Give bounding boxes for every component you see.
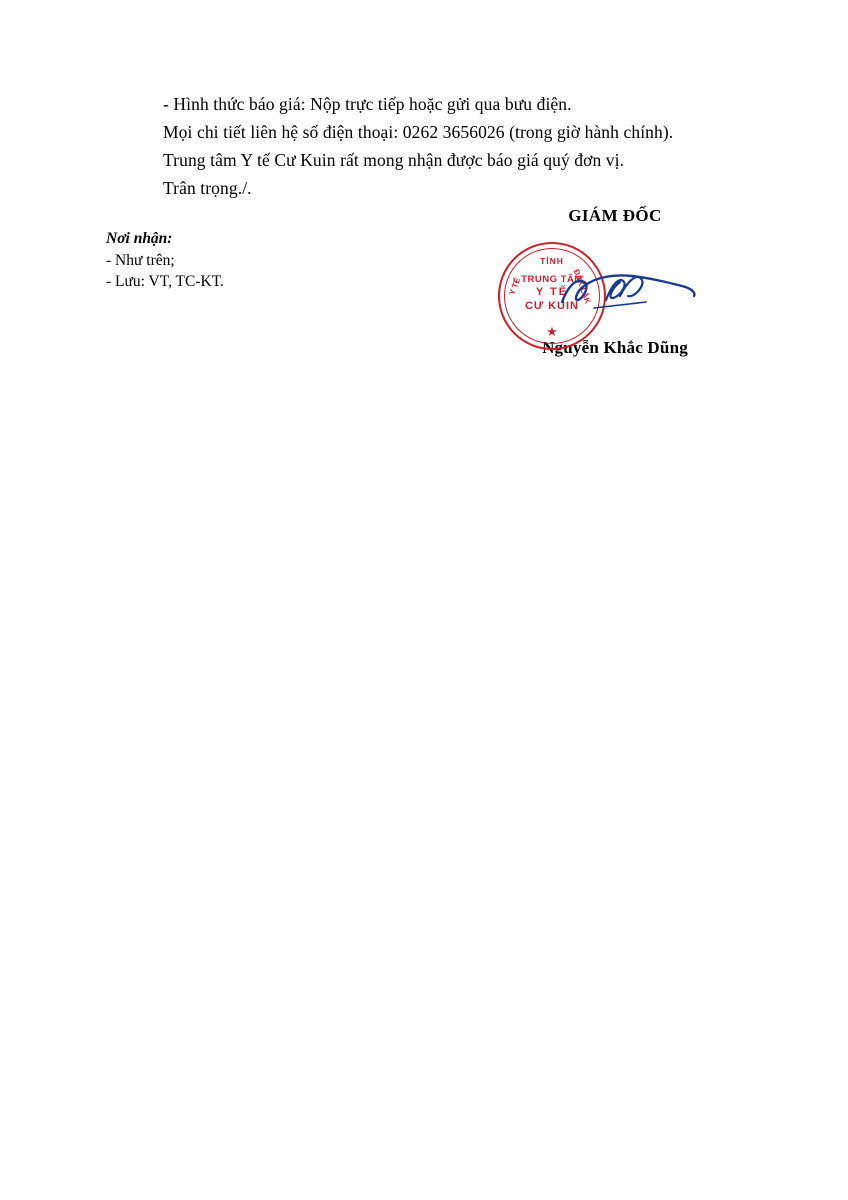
- body-line: - Hình thức báo giá: Nộp trực tiếp hoặc gửi qua bưu điện.: [163, 94, 572, 114]
- signature-title: GIÁM ĐỐC: [568, 206, 662, 225]
- body-line: Trung tâm Y tế Cư Kuin rất mong nhận được báo giá quý đơn vị.: [163, 150, 625, 170]
- list-item: - Lưu: VT, TC-KT.: [106, 273, 224, 290]
- handwritten-signature-icon: [554, 256, 704, 326]
- body-line: Trân trọng./.: [163, 178, 252, 198]
- signature-block: [470, 206, 760, 358]
- stamp-line-2: Y TẾ: [535, 286, 569, 298]
- stamp-line-1: TRUNG TÂM: [521, 274, 583, 285]
- stamp-and-signature-area: [470, 226, 760, 339]
- body-text: [163, 90, 763, 202]
- signer-name: Nguyễn Khắc Dũng: [542, 338, 688, 357]
- body-line: Mọi chi tiết liên hệ số điện thoại: 0262 3656026 (trong giờ hành chính).: [163, 122, 674, 142]
- stamp-left-text: Y TẾ: [507, 276, 523, 297]
- stamp-star-icon: ★: [546, 324, 558, 339]
- stamp-line-3: CƯ KUIN: [524, 300, 579, 312]
- stamp-right-text: ĐẮK LẮK: [571, 268, 593, 305]
- recipients-block: [106, 228, 366, 292]
- stamp-arc-top-text: TỈNH: [540, 256, 564, 266]
- list-item: - Như trên;: [106, 252, 175, 269]
- recipients-title: Nơi nhận:: [106, 230, 173, 247]
